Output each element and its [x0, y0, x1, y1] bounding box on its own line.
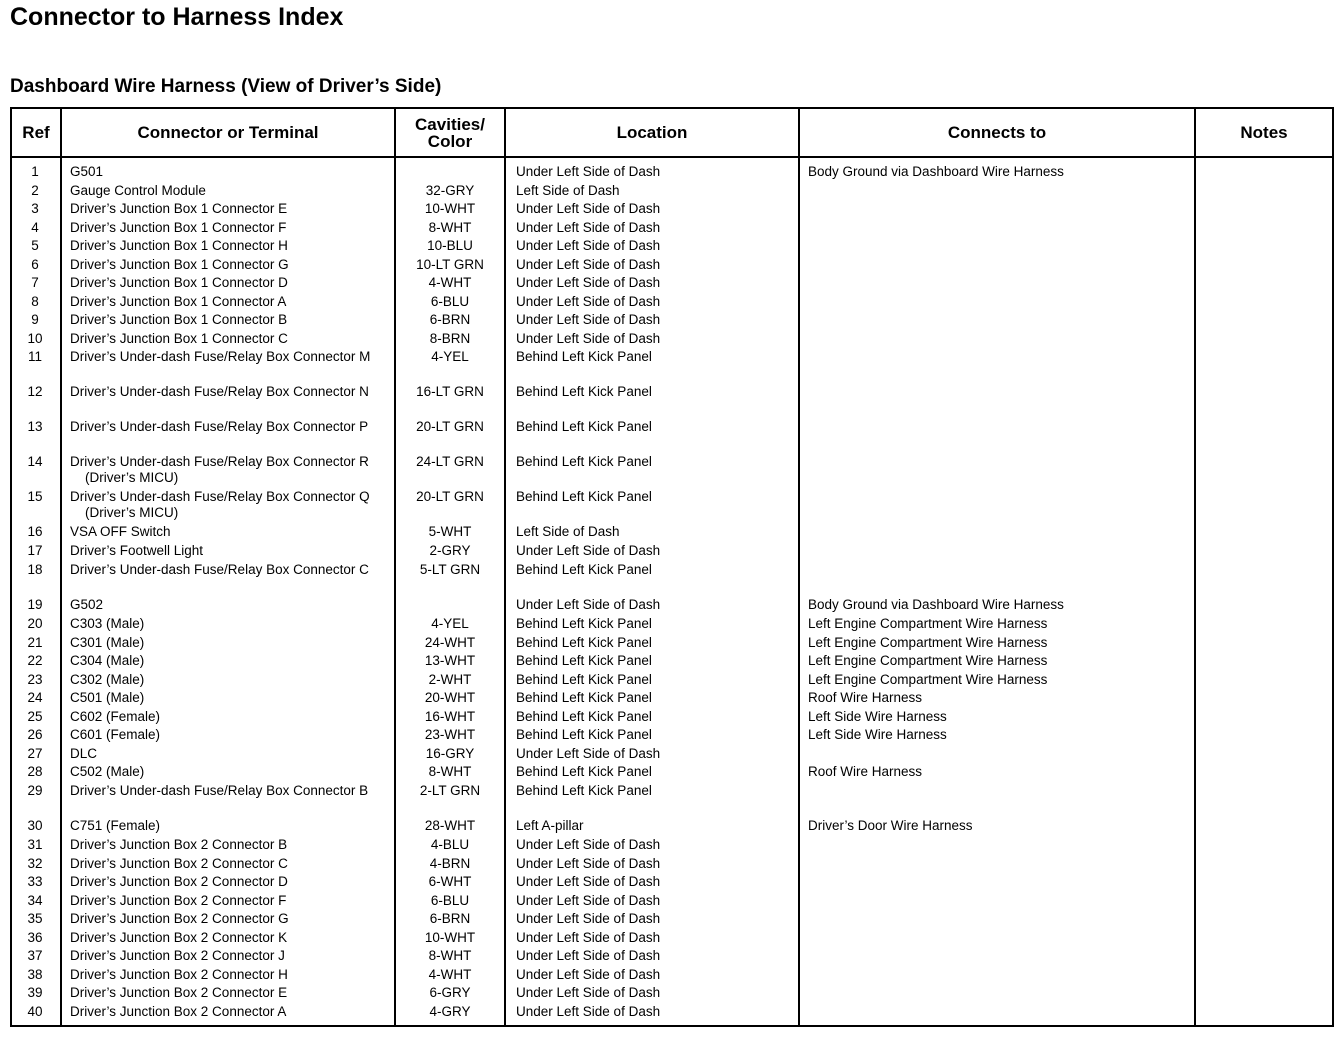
connector-cell: [70, 562, 400, 578]
connects-to-cell: Left Engine Compartment Wire Harness: [808, 671, 1048, 687]
connector-cell: [70, 930, 400, 946]
ref-cell: 9: [31, 312, 39, 327]
connector-cell: [70, 672, 400, 688]
location-cell: Left Side of Dash: [516, 524, 620, 539]
cavities-cell: 10-WHT: [424, 201, 476, 216]
location-cell: Behind Left Kick Panel: [516, 727, 652, 742]
location-cell: Behind Left Kick Panel: [516, 349, 652, 364]
connector-cell: [70, 331, 400, 347]
connector-index-table: [10, 107, 1334, 1027]
connector-name: Driver’s Under-dash Fuse/Relay Box Connector M: [70, 349, 371, 364]
connector-name: C501 (Male): [70, 690, 145, 705]
table-header: [12, 109, 1332, 158]
location-cell: Under Left Side of Dash: [516, 837, 661, 852]
location-cell: Behind Left Kick Panel: [516, 562, 652, 577]
cavities-cell: 16-LT GRN: [416, 384, 484, 399]
cavities-cell: 10-WHT: [424, 929, 476, 945]
cavities-cell: 20-LT GRN: [416, 419, 484, 434]
page-title: Connector to Harness Index: [10, 3, 344, 31]
connects-to-cell: Left Engine Compartment Wire Harness: [808, 634, 1048, 650]
connector-cell: [70, 948, 400, 964]
ref-cell: 2: [31, 182, 39, 198]
connector-name: Driver’s Junction Box 2 Connector F: [70, 892, 287, 908]
cavities-cell: 6-BRN: [429, 312, 471, 327]
ref-cell: 17: [27, 543, 43, 558]
connector-name: Driver’s Junction Box 1 Connector E: [70, 201, 288, 216]
ref-cell: 1: [31, 164, 39, 179]
ref-cell: 23: [27, 671, 43, 687]
ref-cell: 16: [27, 524, 43, 539]
connector-cell: [70, 201, 400, 217]
connector-name: Driver’s Junction Box 1 Connector G: [70, 256, 289, 272]
connector-name: Driver’s Junction Box 1 Connector C: [70, 330, 288, 346]
ref-cell: 8: [31, 293, 39, 309]
ref-cell: 13: [27, 419, 43, 434]
cavities-cell: 13-WHT: [424, 653, 476, 668]
connector-name: Driver’s Under-dash Fuse/Relay Box Connector P: [70, 419, 369, 434]
connector-cell: [70, 164, 400, 180]
section-title: Dashboard Wire Harness (View of Driver’s Side): [10, 76, 442, 97]
ref-cell: 14: [27, 454, 43, 469]
ref-cell: 4: [31, 219, 39, 235]
connector-cell: [70, 238, 400, 254]
ref-cell: 40: [27, 1004, 43, 1019]
location-cell: Behind Left Kick Panel: [516, 653, 652, 668]
ref-cell: 29: [27, 783, 43, 798]
connector-name: Driver’s Junction Box 2 Connector D: [70, 874, 288, 889]
cavities-cell: 10-LT GRN: [416, 256, 484, 272]
cavities-cell: 5-WHT: [428, 524, 472, 539]
ref-cell: 38: [27, 966, 43, 982]
ref-cell: 22: [27, 653, 43, 668]
location-cell: Behind Left Kick Panel: [516, 384, 652, 399]
ref-cell: 5: [31, 238, 39, 253]
connector-name: Driver’s Footwell Light: [70, 543, 204, 558]
cavities-cell: 4-WHT: [428, 966, 472, 982]
header-connects-to: Connects to: [947, 123, 1047, 142]
connector-cell: [70, 690, 400, 706]
location-cell: Behind Left Kick Panel: [516, 454, 652, 469]
location-cell: Behind Left Kick Panel: [516, 634, 652, 650]
connects-to-cell: Body Ground via Dashboard Wire Harness: [808, 164, 1064, 179]
connector-cell: [70, 967, 400, 983]
location-cell: Behind Left Kick Panel: [516, 419, 652, 434]
connector-name: C304 (Male): [70, 653, 145, 668]
ref-cell: 35: [27, 911, 43, 926]
ref-cell: 7: [31, 275, 39, 290]
connector-name: Driver’s Junction Box 2 Connector H: [70, 966, 288, 982]
location-cell: Under Left Side of Dash: [516, 164, 661, 179]
connector-name: Driver’s Junction Box 2 Connector B: [70, 837, 288, 852]
ref-cell: 19: [27, 597, 43, 612]
connector-cell: [70, 746, 400, 762]
connector-name: Driver’s Junction Box 2 Connector G: [70, 911, 289, 926]
location-cell: Under Left Side of Dash: [516, 911, 661, 926]
connector-cell: [70, 349, 400, 365]
location-cell: Under Left Side of Dash: [516, 293, 661, 309]
cavities-cell: 2-WHT: [428, 671, 472, 687]
location-cell: Under Left Side of Dash: [516, 256, 661, 272]
connector-name: C302 (Male): [70, 671, 145, 687]
cavities-cell: 2-GRY: [429, 543, 471, 558]
location-cell: Under Left Side of Dash: [516, 312, 661, 327]
connector-name: Driver’s Under-dash Fuse/Relay Box Connector N: [70, 384, 369, 399]
ref-cell: 27: [27, 745, 43, 761]
ref-cell: 11: [27, 349, 42, 364]
connector-cell: [70, 294, 400, 310]
connects-to-cell: Driver’s Door Wire Harness: [808, 818, 973, 833]
cavities-cell: 8-WHT: [428, 764, 472, 779]
connector-cell: [70, 275, 400, 291]
connector-name: Driver’s Junction Box 2 Connector K: [70, 929, 288, 945]
connector-name: C601 (Female): [70, 727, 161, 742]
cavities-cell: 16-WHT: [424, 708, 476, 724]
location-cell: Behind Left Kick Panel: [516, 616, 652, 631]
connector-name: Driver’s Junction Box 1 Connector F: [70, 219, 287, 235]
connector-cell: [70, 783, 400, 799]
ref-cell: 31: [27, 837, 43, 852]
location-cell: Under Left Side of Dash: [516, 238, 661, 253]
ref-cell: 25: [27, 708, 43, 724]
cavities-cell: 32-GRY: [425, 182, 475, 198]
location-cell: Behind Left Kick Panel: [516, 690, 652, 705]
cavities-cell: 20-LT GRN: [416, 489, 484, 504]
ref-cell: 30: [27, 818, 43, 833]
connector-subtext: (Driver’s MICU): [85, 505, 179, 520]
connector-name: DLC: [70, 745, 98, 761]
cavities-cell: 4-BLU: [430, 837, 470, 852]
location-cell: Left A-pillar: [516, 818, 584, 833]
location-cell: Under Left Side of Dash: [516, 929, 661, 945]
cavities-cell: 24-LT GRN: [416, 454, 484, 469]
connector-cell: [70, 543, 400, 559]
connector-name: Driver’s Junction Box 1 Connector A: [70, 293, 287, 309]
connector-cell: [70, 893, 400, 909]
connects-to-cell: Roof Wire Harness: [808, 764, 923, 779]
ref-cell: 32: [27, 855, 43, 871]
connector-name: Driver’s Junction Box 1 Connector B: [70, 312, 288, 327]
location-cell: Left Side of Dash: [516, 182, 620, 198]
location-cell: Under Left Side of Dash: [516, 219, 661, 235]
location-cell: Under Left Side of Dash: [516, 855, 661, 871]
location-cell: Behind Left Kick Panel: [516, 764, 652, 779]
connector-name: Gauge Control Module: [70, 182, 206, 198]
location-cell: Under Left Side of Dash: [516, 201, 661, 216]
header-ref: Ref: [22, 123, 50, 142]
cavities-cell: 8-WHT: [428, 219, 472, 235]
cavities-cell: 6-WHT: [428, 874, 472, 889]
location-cell: Under Left Side of Dash: [516, 874, 661, 889]
location-cell: Behind Left Kick Panel: [516, 783, 652, 798]
ref-cell: 10: [27, 330, 43, 346]
ref-cell: 21: [27, 634, 43, 650]
cavities-cell: 6-GRY: [429, 985, 471, 1000]
connector-name: VSA OFF Switch: [70, 524, 171, 539]
cavities-cell: 8-WHT: [428, 948, 472, 963]
location-cell: Under Left Side of Dash: [516, 330, 661, 346]
ref-cell: 18: [27, 562, 43, 577]
connects-to-cell: Left Side Wire Harness: [808, 708, 947, 724]
cavities-cell: 4-WHT: [428, 275, 472, 290]
connector-name: Driver’s Junction Box 2 Connector A: [70, 1004, 287, 1019]
header-cavities: [396, 109, 504, 156]
ref-cell: 24: [27, 690, 43, 705]
connector-cell: [70, 597, 400, 613]
cavities-cell: 10-BLU: [427, 238, 473, 253]
column-divider: [798, 109, 800, 1025]
location-cell: Under Left Side of Dash: [516, 948, 661, 963]
location-cell: Under Left Side of Dash: [516, 1004, 661, 1019]
header-location: Location: [616, 123, 688, 142]
ref-cell: 26: [27, 727, 43, 742]
location-cell: Under Left Side of Dash: [516, 892, 661, 908]
connector-name: Driver’s Junction Box 1 Connector H: [70, 238, 288, 253]
cavities-cell: 2-LT GRN: [419, 783, 481, 798]
connector-name: Driver’s Junction Box 2 Connector E: [70, 985, 288, 1000]
cavities-cell: 6-BLU: [430, 892, 470, 908]
connector-cell: [70, 653, 400, 669]
ref-cell: 6: [31, 256, 39, 272]
column-divider: [1194, 109, 1196, 1025]
connector-cell: [70, 616, 400, 632]
ref-cell: 36: [27, 929, 43, 945]
ref-cell: 28: [27, 764, 43, 779]
ref-cell: 34: [27, 892, 43, 908]
header-notes: Notes: [1240, 123, 1288, 142]
ref-cell: 33: [27, 874, 43, 889]
connector-name: C502 (Male): [70, 764, 145, 779]
connector-name: C602 (Female): [70, 708, 161, 724]
location-cell: Under Left Side of Dash: [516, 985, 661, 1000]
location-cell: Behind Left Kick Panel: [516, 671, 652, 687]
cavities-cell: 5-LT GRN: [419, 562, 481, 577]
connector-cell: [70, 489, 400, 521]
location-cell: Behind Left Kick Panel: [516, 708, 652, 724]
connector-cell: [70, 635, 400, 651]
cavities-cell: 8-BRN: [429, 330, 471, 346]
ref-cell: 37: [27, 948, 43, 963]
ref-cell: 3: [31, 201, 39, 216]
location-cell: Under Left Side of Dash: [516, 275, 661, 290]
connector-name: Driver’s Under-dash Fuse/Relay Box Connector C: [70, 562, 369, 577]
connects-to-cell: Left Engine Compartment Wire Harness: [808, 653, 1048, 668]
connector-name: Driver’s Under-dash Fuse/Relay Box Connector B: [70, 783, 369, 798]
location-cell: Behind Left Kick Panel: [516, 489, 652, 504]
cavities-cell: 4-YEL: [431, 616, 469, 631]
column-divider: [60, 109, 62, 1025]
connector-cell: [70, 709, 400, 725]
cavities-cell: 24-WHT: [424, 634, 476, 650]
connector-subtext: (Driver’s MICU): [85, 470, 179, 485]
header-cavities-line1: Cavities/: [415, 114, 485, 134]
connector-cell: [70, 257, 400, 273]
connector-name: Driver’s Junction Box 2 Connector C: [70, 855, 288, 871]
connector-name: C301 (Male): [70, 634, 145, 650]
connector-cell: [70, 524, 400, 540]
connector-name: G501: [70, 164, 104, 179]
connector-name: C751 (Female): [70, 818, 161, 833]
connects-to-cell: Body Ground via Dashboard Wire Harness: [808, 597, 1064, 612]
header-cavities-line2: Color: [427, 131, 473, 151]
ref-cell: 15: [27, 489, 43, 504]
connector-cell: [70, 837, 400, 853]
cavities-cell: 4-BRN: [429, 855, 471, 871]
cavities-cell: 16-GRY: [425, 745, 475, 761]
connector-cell: [70, 764, 400, 780]
connects-to-cell: Left Engine Compartment Wire Harness: [808, 616, 1048, 631]
connector-name: Driver’s Under-dash Fuse/Relay Box Connector Q: [70, 489, 370, 504]
connector-cell: [70, 911, 400, 927]
ref-cell: 20: [27, 616, 43, 631]
column-divider: [504, 109, 506, 1025]
cavities-cell: 6-BRN: [429, 911, 471, 926]
connector-name: Driver’s Junction Box 2 Connector J: [70, 948, 285, 963]
connector-name: Driver’s Under-dash Fuse/Relay Box Connector R: [70, 454, 369, 469]
connects-to-cell: Roof Wire Harness: [808, 690, 923, 705]
ref-cell: 39: [27, 985, 43, 1000]
cavities-cell: 4-GRY: [429, 1004, 471, 1019]
connector-name: G502: [70, 597, 104, 612]
connector-cell: [70, 727, 400, 743]
header-connector: Connector or Terminal: [137, 123, 319, 142]
connector-cell: [70, 183, 400, 199]
cavities-cell: 6-BLU: [430, 293, 470, 309]
connector-cell: [70, 874, 400, 890]
connector-cell: [70, 454, 400, 486]
cavities-cell: 20-WHT: [424, 690, 476, 705]
connects-to-cell: Left Side Wire Harness: [808, 727, 947, 742]
cavities-cell: 28-WHT: [424, 818, 476, 833]
connector-name: Driver’s Junction Box 1 Connector D: [70, 275, 288, 290]
location-cell: Under Left Side of Dash: [516, 543, 661, 558]
connector-cell: [70, 384, 400, 400]
connector-cell: [70, 220, 400, 236]
connector-cell: [70, 312, 400, 328]
connector-cell: [70, 1004, 400, 1020]
connector-name: C303 (Male): [70, 616, 145, 631]
connector-cell: [70, 419, 400, 435]
cavities-cell: 4-YEL: [431, 349, 469, 364]
location-cell: Under Left Side of Dash: [516, 966, 661, 982]
ref-cell: 12: [27, 384, 43, 399]
connector-cell: [70, 856, 400, 872]
connector-cell: [70, 818, 400, 834]
location-cell: Under Left Side of Dash: [516, 597, 661, 612]
connector-cell: [70, 985, 400, 1001]
location-cell: Under Left Side of Dash: [516, 745, 661, 761]
cavities-cell: 23-WHT: [424, 727, 476, 742]
